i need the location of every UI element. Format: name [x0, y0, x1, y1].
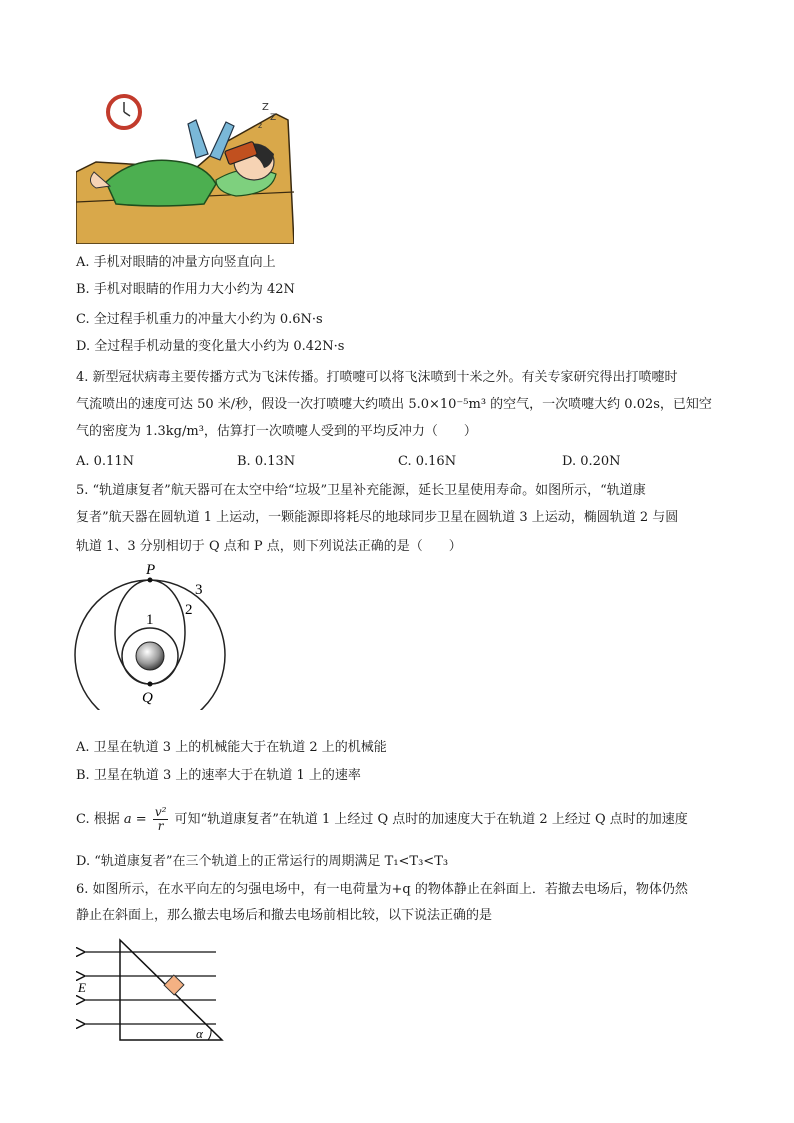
label-orbit-3: 3: [195, 582, 203, 598]
q3-option-b: B. 手机对眼睛的作用力大小约为 42N: [76, 282, 295, 297]
q4-options-row: [76, 452, 726, 472]
label-p: P: [146, 562, 156, 578]
q4-option-b: B. 0.13N: [237, 454, 296, 469]
q3-option-c: C. 全过程手机重力的冲量大小约为 0.6N·s: [76, 312, 323, 327]
wall-clock-icon: [108, 96, 140, 128]
q5-option-b: B. 卫星在轨道 3 上的速率大于在轨道 1 上的速率: [76, 768, 361, 783]
point-q-dot: [148, 682, 153, 687]
formula-fraction: [153, 806, 169, 833]
q4-option-a: A. 0.11N: [76, 454, 134, 469]
formula-lhs: a =: [123, 812, 147, 827]
svg-text:Z: Z: [270, 113, 277, 123]
label-orbit-1: 1: [146, 612, 154, 628]
charged-block: [164, 975, 184, 995]
q5-stem-line2: 复者”航天器在圆轨道 1 上运动，一颗能源即将耗尽的地球同步卫星在圆轨道 3 上运动，椭圆轨道 2 与圆: [76, 510, 679, 525]
q5-stem-line1: 5. “轨道康复者”航天器可在太空中给“垃圾”卫星补充能源，延长卫星使用寿命。如图所示，“轨道康: [76, 483, 646, 498]
q5-option-a: A. 卫星在轨道 3 上的机械能大于在轨道 2 上的机械能: [76, 740, 387, 755]
electric-field-incline-diagram: [76, 936, 226, 1046]
svg-text:z: z: [258, 121, 263, 130]
label-q: Q: [142, 690, 153, 706]
q6-stem-line2: 静止在斜面上，那么撤去电场后和撤去电场前相比较，以下说法正确的是: [76, 908, 493, 923]
label-angle-alpha: α: [196, 1026, 203, 1041]
q5-stem-line3: 轨道 1、3 分别相切于 Q 点和 P 点，则下列说法正确的是（ ）: [76, 539, 462, 554]
q5-option-d: D. “轨道康复者”在三个轨道上的正常运行的周期满足 T₁<T₃<T₃: [76, 854, 449, 869]
q3-option-d: D. 全过程手机动量的变化量大小约为 0.42N·s: [76, 339, 345, 354]
q5-option-c: [76, 806, 688, 833]
q4-option-c: C. 0.16N: [398, 454, 457, 469]
label-field-e: E: [78, 980, 86, 995]
formula-numerator: v²: [154, 805, 167, 819]
q4-stem-line1: 4. 新型冠状病毒主要传播方式为飞沫传播。打喷嚏可以将飞沫喷到十米之外。有关专家研究得出打喷嚏时: [76, 370, 678, 385]
q4-stem-line2: 气流喷出的速度可达 50 米/秒，假设一次打喷嚏大约喷出 5.0×10⁻⁵m³ 的空气，一次喷嚏大约 0.02s，已知空: [76, 397, 712, 412]
formula-denominator: r: [157, 819, 164, 833]
q5-option-c-text: 可知“轨道康复者”在轨道 1 上经过 Q 点时的加速度大于在轨道 2 上经过 Q 点时的加速度: [174, 812, 688, 827]
q4-stem-line3: 气的密度为 1.3kg/m³，估算打一次喷嚏人受到的平均反冲力（ ）: [76, 424, 477, 439]
q6-stem-line1: 6. 如图所示，在水平向左的匀强电场中，有一电荷量为+q 的物体静止在斜面上．若撤去电场后，物体仍然: [76, 882, 688, 897]
sleeping-person-phone-illustration: [76, 92, 294, 244]
point-p-dot: [148, 578, 153, 583]
q3-option-a: A. 手机对眼睛的冲量方向竖直向上: [76, 255, 276, 270]
svg-text:Z: Z: [262, 102, 269, 113]
orbit-diagram: [74, 560, 234, 710]
q4-option-d: D. 0.20N: [562, 454, 621, 469]
label-orbit-2: 2: [185, 602, 193, 618]
q5-option-c-prefix: C. 根据: [76, 812, 120, 827]
earth-sphere: [136, 642, 164, 670]
